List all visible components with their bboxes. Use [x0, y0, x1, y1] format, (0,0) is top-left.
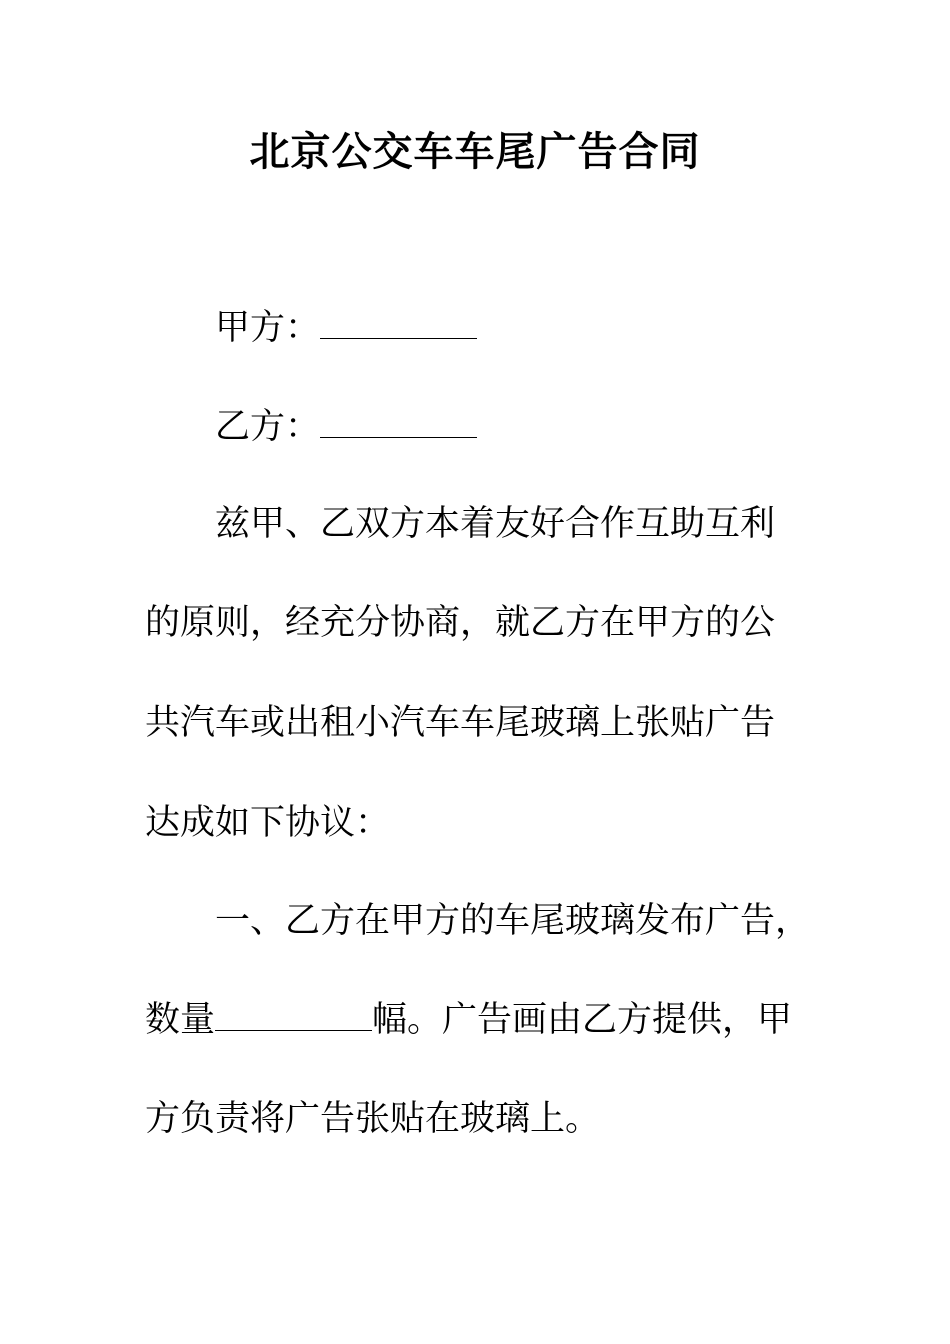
party-b-blank	[320, 407, 477, 438]
intro-line-1: 兹甲、乙双方本着友好合作互助互利	[215, 504, 776, 544]
clause1-line-2	[145, 997, 792, 1043]
intro-line-2: 的原则，经充分协商，就乙方在甲方的公	[145, 603, 776, 643]
intro-line-3: 共汽车或出租小汽车车尾玻璃上张贴广告	[145, 703, 776, 743]
party-b-label: 乙方：	[215, 407, 321, 447]
clause1-line-3: 方负责将广告张贴在玻璃上。	[145, 1099, 601, 1139]
party-b-line	[215, 404, 477, 450]
party-a-blank	[320, 308, 477, 339]
party-a-label: 甲方：	[215, 308, 321, 348]
clause1-line-2-text: 幅。广告画由乙方提供，甲	[372, 1000, 793, 1040]
quantity-label: 数量	[145, 1000, 216, 1040]
party-a-line	[215, 305, 477, 351]
intro-line-4: 达成如下协议：	[145, 803, 391, 843]
clause1-line-1: 一、乙方在甲方的车尾玻璃发布广告，	[215, 901, 811, 941]
quantity-blank	[215, 1000, 372, 1031]
document-title: 北京公交车车尾广告合同	[249, 128, 701, 175]
